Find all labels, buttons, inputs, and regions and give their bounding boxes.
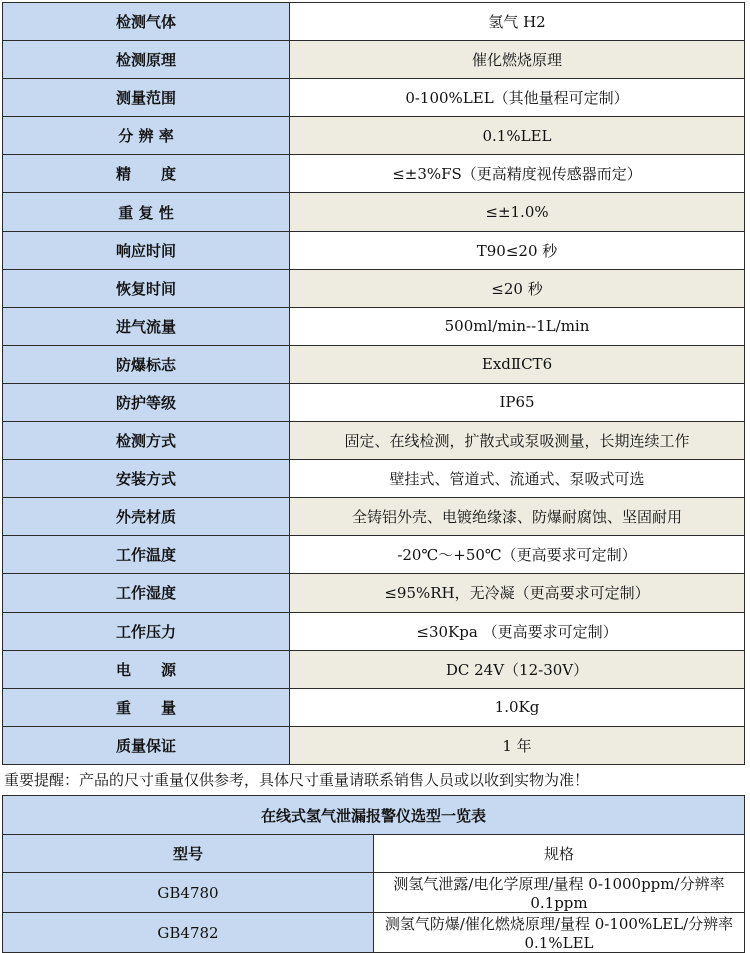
spec-row xyxy=(3,536,745,574)
spec-row xyxy=(3,231,745,269)
spec-value: T90≤20 秒 xyxy=(290,231,745,269)
model-row xyxy=(3,873,745,913)
spec-value: ≤20 秒 xyxy=(290,269,745,307)
spec-row xyxy=(3,460,745,498)
spec-value: 500ml/min--1L/min xyxy=(290,307,745,345)
spec-label: 防护等级 xyxy=(3,383,290,421)
spec-row xyxy=(3,612,745,650)
spec-value: 固定、在线检测，扩散式或泵吸测量，长期连续工作 xyxy=(290,422,745,460)
spec-row xyxy=(3,41,745,79)
spec-label: 外壳材质 xyxy=(3,498,290,536)
spec-value: ≤30Kpa （更高要求可定制） xyxy=(290,612,745,650)
spec-value: ≤±3%FS（更高精度视传感器而定） xyxy=(290,155,745,193)
spec-label: 防爆标志 xyxy=(3,345,290,383)
model-code: GB4782 xyxy=(3,913,374,953)
spec-value: ≤±1.0% xyxy=(290,193,745,231)
spec-value: ExdⅡCT6 xyxy=(290,345,745,383)
spec-label: 检测原理 xyxy=(3,41,290,79)
spec-label: 工作压力 xyxy=(3,612,290,650)
spec-value: IP65 xyxy=(290,383,745,421)
spec-label: 电 源 xyxy=(3,650,290,688)
spec-row xyxy=(3,345,745,383)
spec-value: 全铸铝外壳、电镀绝缘漆、防爆耐腐蚀、坚固耐用 xyxy=(290,498,745,536)
spec-row xyxy=(3,574,745,612)
model-selection-table xyxy=(2,795,745,953)
spec-label: 检测方式 xyxy=(3,422,290,460)
spec-row xyxy=(3,688,745,726)
spec-value: 0.1%LEL xyxy=(290,117,745,155)
spec-label: 分 辨 率 xyxy=(3,117,290,155)
model-row xyxy=(3,913,745,953)
spec-value: 1.0Kg xyxy=(290,688,745,726)
important-notice: 重要提醒：产品的尺寸重量仅供参考，具体尺寸重量请联系销售人员或以收到实物为准！ xyxy=(4,771,590,789)
model-table-title-row xyxy=(3,796,745,835)
spec-label: 工作湿度 xyxy=(3,574,290,612)
spec-value: 1 年 xyxy=(290,726,745,764)
spec-value: -20℃～+50℃（更高要求可定制） xyxy=(290,536,745,574)
spec-row xyxy=(3,498,745,536)
model-spec: 测氢气泄露/电化学原理/量程 0-1000ppm/分辨率 0.1ppm xyxy=(374,873,745,913)
header-model: 型号 xyxy=(3,835,374,873)
model-spec: 测氢气防爆/催化燃烧原理/量程 0-100%LEL/分辨率 0.1%LEL xyxy=(374,913,745,953)
spec-value: ≤95%RH，无冷凝（更高要求可定制） xyxy=(290,574,745,612)
spec-value: 壁挂式、管道式、流通式、泵吸式可选 xyxy=(290,460,745,498)
specification-table xyxy=(2,2,745,765)
spec-row xyxy=(3,3,745,41)
spec-label: 进气流量 xyxy=(3,307,290,345)
spec-label: 恢复时间 xyxy=(3,269,290,307)
spec-row xyxy=(3,193,745,231)
spec-row xyxy=(3,155,745,193)
spec-row xyxy=(3,269,745,307)
spec-row xyxy=(3,79,745,117)
spec-value: 0-100%LEL（其他量程可定制） xyxy=(290,79,745,117)
model-table-header-row xyxy=(3,835,745,873)
spec-row xyxy=(3,117,745,155)
spec-value: DC 24V（12-30V） xyxy=(290,650,745,688)
spec-label: 质量保证 xyxy=(3,726,290,764)
spec-value: 催化燃烧原理 xyxy=(290,41,745,79)
spec-label: 响应时间 xyxy=(3,231,290,269)
spec-row xyxy=(3,307,745,345)
spec-value: 氢气 H2 xyxy=(290,3,745,41)
spec-row xyxy=(3,650,745,688)
model-table-title: 在线式氢气泄漏报警仪选型一览表 xyxy=(3,796,745,835)
spec-row xyxy=(3,383,745,421)
spec-label: 重 量 xyxy=(3,688,290,726)
model-code: GB4780 xyxy=(3,873,374,913)
spec-label: 重 复 性 xyxy=(3,193,290,231)
spec-label: 安装方式 xyxy=(3,460,290,498)
header-spec: 规格 xyxy=(374,835,745,873)
spec-label: 测量范围 xyxy=(3,79,290,117)
spec-label: 工作温度 xyxy=(3,536,290,574)
spec-row xyxy=(3,726,745,764)
spec-row xyxy=(3,422,745,460)
spec-label: 检测气体 xyxy=(3,3,290,41)
spec-label: 精 度 xyxy=(3,155,290,193)
